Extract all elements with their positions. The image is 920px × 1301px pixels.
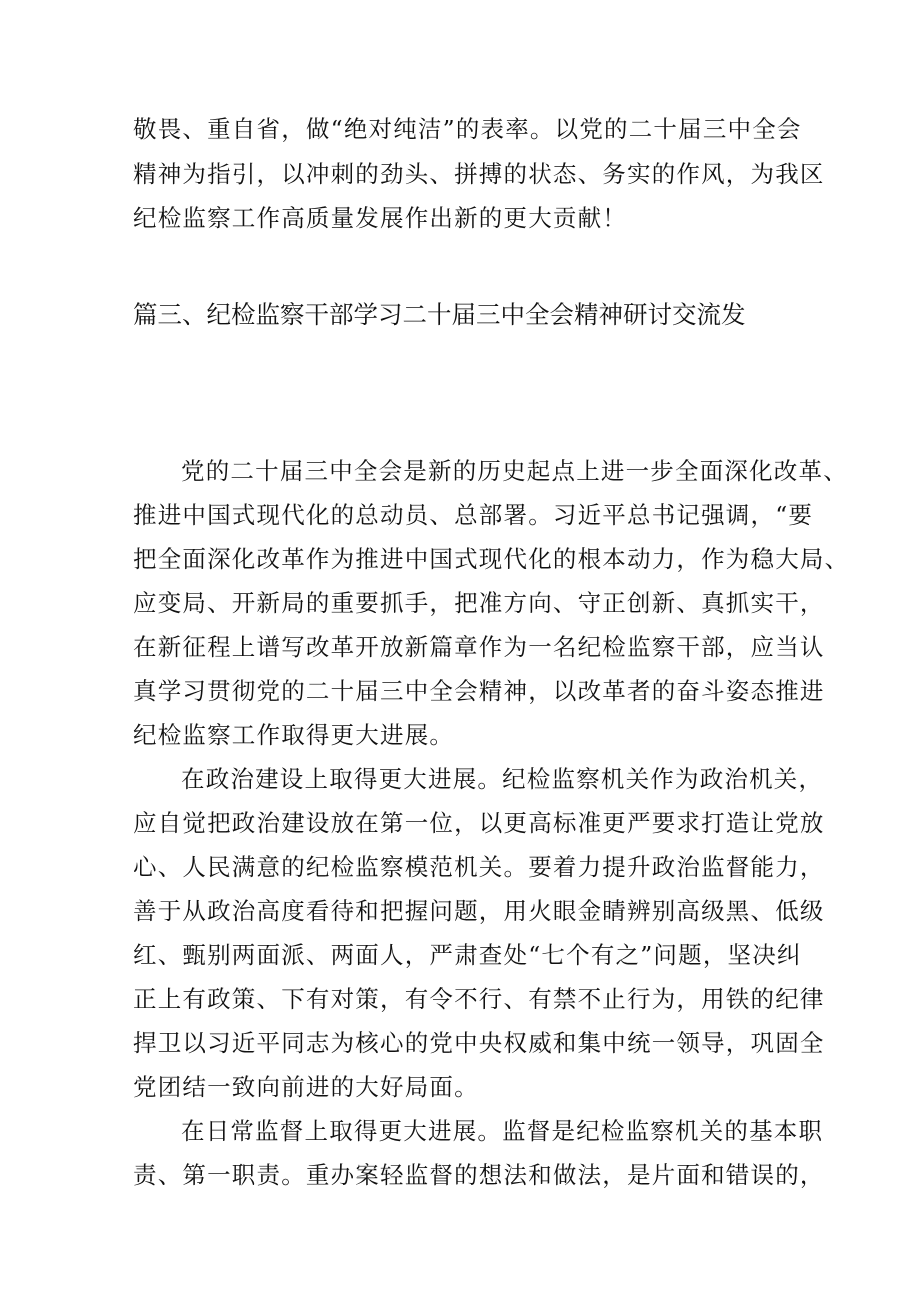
paragraph-line: 在政治建设上取得更大进展。纪检监察机关作为政治机关，	[181, 765, 824, 793]
paragraph-line: 在日常监督上取得更大进展。监督是纪检监察机关的基本职	[181, 1117, 824, 1145]
paragraph-line: 应变局、开新局的重要抓手，把准方向、守正创新、真抓实干，	[133, 589, 825, 617]
section-heading: 篇三、纪检监察干部学习二十届三中全会精神研讨交流发	[133, 300, 746, 329]
paragraph-line: 党团结一致向前进的大好局面。	[133, 1073, 479, 1101]
paragraph-line: 善于从政治高度看待和把握问题，用火眼金睛辨别高级黑、低级	[133, 897, 825, 925]
paragraph-line: 在新征程上谱写改革开放新篇章作为一名纪检监察干部，应当认	[133, 633, 825, 661]
paragraph-line: 应自觉把政治建设放在第一位，以更高标准更严要求打造让党放	[133, 809, 825, 837]
paragraph-line: 心、人民满意的纪检监察模范机关。要着力提升政治监督能力，	[133, 853, 825, 881]
paragraph-line: 捍卫以习近平同志为核心的党中央权威和集中统一领导，巩固全	[133, 1029, 825, 1057]
paragraph-line: 精神为指引，以冲刺的劲头、拼搏的状态、务实的作风，为我区	[133, 160, 825, 188]
paragraph-line: 纪检监察工作高质量发展作出新的更大贡献！	[133, 204, 627, 232]
paragraph-line: 推进中国式现代化的总动员、总部署。习近平总书记强调，“要	[133, 501, 814, 529]
paragraph-line: 红、甄别两面派、两面人，严肃查处“七个有之”问题，坚决纠	[133, 941, 802, 969]
paragraph-line: 把全面深化改革作为推进中国式现代化的根本动力，作为稳大局、	[133, 545, 850, 573]
paragraph-line: 正上有政策、下有对策，有令不行、有禁不止行为，用铁的纪律	[133, 985, 825, 1013]
paragraph-line: 真学习贯彻党的二十届三中全会精神，以改革者的奋斗姿态推进	[133, 677, 825, 705]
paragraph-line: 责、第一职责。重办案轻监督的想法和做法，是片面和错误的，	[133, 1161, 825, 1189]
paragraph-line: 敬畏、重自省，做“绝对纯洁”的表率。以党的二十届三中全会	[133, 115, 802, 143]
paragraph-line: 纪检监察工作取得更大进展。	[133, 721, 455, 749]
paragraph-line: 党的二十届三中全会是新的历史起点上进一步全面深化改革、	[181, 457, 848, 485]
